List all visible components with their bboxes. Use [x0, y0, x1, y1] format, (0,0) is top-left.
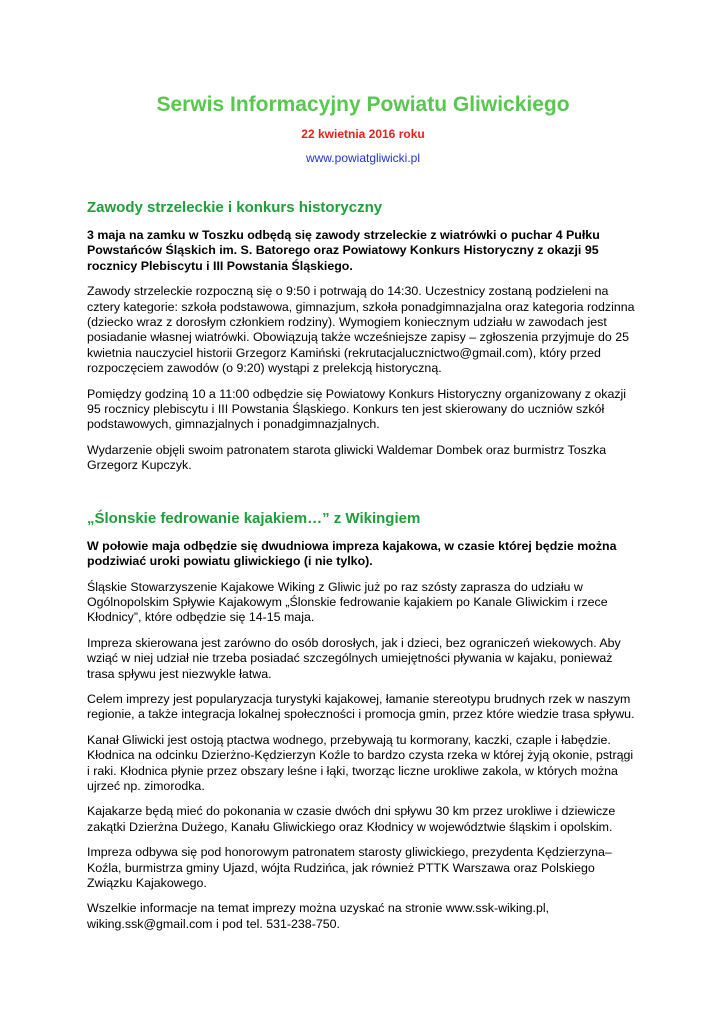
article-paragraph: Zawody strzeleckie rozpoczną się o 9:50 i potrwają do 14:30. Uczestnicy zostaną podzieleni na cztery kategorie: szkoła podstawowa, gimnazjum, szkoła ponadgimnazjalna oraz kategoria rodzinna (dziecko wraz z dorosłym członkiem rodziny). Wymogiem koniecznym udziału w zawodach jest posiadanie własnej wiatrówki. Obowiązują także wcześniejsze zapisy – zgłoszenia przyjmuje do 25 kwietnia nauczyciel historii Grzegorz Kamiński (rekrutacjalucznictwo@gmail.com), który przed rozpoczęciem zawodów (o 9:20) wystąpi z prelekcją historyczną. [87, 284, 635, 376]
page-title: Serwis Informacyjny Powiatu Gliwickiego [156, 93, 570, 116]
article-heading: Zawody strzeleckie i konkurs historyczny [87, 199, 383, 216]
article-paragraph: Kanał Gliwicki jest ostoją ptactwa wodnego, przebywają tu kormorany, kaczki, czaple i łabędzie. Kłodnica na odcinku Dzierżno-Kędzierzyn Koźle to bardzo czysta rzeka w której żyją okonie, pstrągi i raki. Kłodnica płynie przez obszary leśne i łąki, tworząc liczne urokliwe zakola, w których można ujrzeć np. zimorodka. [87, 732, 634, 793]
article-paragraph: Celem imprezy jest popularyzacja turystyki kajakowej, łamanie stereotypu brudnych rzek w naszym regionie, a także integracja lokalnej społeczności i promocja gmin, przez które wiedzie trasa spływu. [87, 691, 635, 722]
article-lead: 3 maja na zamku w Toszku odbędą się zawody strzeleckie z wiatrówki o puchar 4 Pułku Powstańców Śląskich im. S. Batorego oraz Powiatowy Konkurs Historyczny z okazji 95 rocznicy Plebiscytu i III Powstania Śląskiego. [87, 228, 600, 273]
article-paragraph: Wydarzenie objęli swoim patronatem starota gliwicki Waldemar Dombek oraz burmistrz Toszka Grzegorz Kupczyk. [87, 442, 607, 473]
newsletter-header [87, 0, 639, 166]
article-lead: W połowie maja odbędzie się dwudniowa impreza kajakowa, w czasie której będzie można podziwiać uroki powiatu gliwickiego (i nie tylko). [87, 538, 617, 569]
article-kayak-event [87, 509, 639, 933]
article-paragraph: Pomiędzy godziną 10 a 11:00 odbędzie się Powiatowy Konkurs Historyczny organizowany z okazji 95 rocznicy plebiscytu i III Powstania Śląskiego. Konkurs ten jest skierowany do uczniów szkół podstawowych, gimnazjalnych i ponadgimnazjalnych. [87, 386, 627, 432]
website-link[interactable]: www.powiatgliwicki.pl [305, 151, 421, 165]
article-heading: „Ślonskie fedrowanie kajakiem…” z Wikingiem [87, 509, 421, 527]
article-paragraph: Śląskie Stowarzyszenie Kajakowe Wiking z Gliwic już po raz szósty zaprasza do udziału w Ogólnopolskim Spływie Kajakowym „Ślonskie fedrowanie kajakiem po Kanale Gliwickim i rzece Kłodnicy”, które odbędzie się 14-15 maja. [87, 579, 608, 625]
article-shooting-contest [87, 198, 639, 474]
article-paragraph: Impreza odbywa się pod honorowym patronatem starosty gliwickiego, prezydenta Kędzierzyna–Koźla, burmistrza gminy Ujazd, wójta Rudzińca, jak również PTTK Warszawa oraz Polskiego Związku Kajakowego. [87, 845, 612, 890]
article-paragraph: Kajakarze będą mieć do pokonania w czasie dwóch dni spływu 30 km przez urokliwe i dziewicze zakątki Dzierżna Dużego, Kanału Gliwickiego oraz Kłodnicy w województwie śląskim i opolskim. [87, 804, 616, 834]
issue-date: 22 kwietnia 2016 roku [301, 127, 425, 141]
article-paragraph: Impreza skierowana jest zarówno do osób dorosłych, jak i dzieci, bez ograniczeń wiekowych. Aby wziąć w niej udział nie trzeba posiadać szczególnych umiejętności pływania w kajaku, ponieważ trasa spływu jest niezwykle łatwa. [87, 635, 621, 681]
article-paragraph: Wszelkie informacje na temat imprezy można uzyskać na stronie www.ssk-wiking.pl, wiking.ssk@gmail.com i pod tel. 531-238-750. [87, 901, 550, 931]
